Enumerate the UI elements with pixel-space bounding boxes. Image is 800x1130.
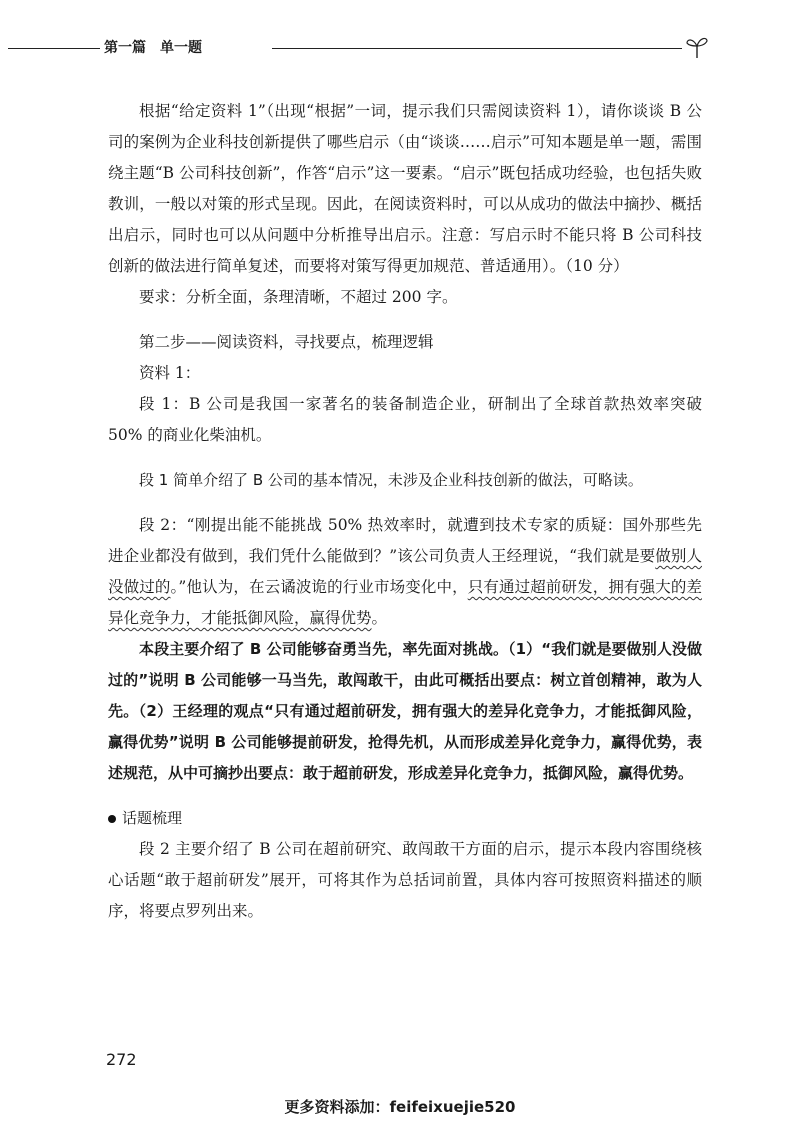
- question-paragraph: 根据“给定资料 1”（出现“根据”一词，提示我们只需阅读资料 1），请你谈谈 B 公司的案例为企业科技创新提供了哪些启示（由“谈谈……启示”可知本题是单一题，需围绕主题“B 公司科技创新”，作答“启示”这一要素。“启示”既包括成功经验，也包括失败教训，一般以对策的形式呈现。因此，在阅读资料时，可以从成功的做法中摘抄、概括出启示，同时也可以从问题中分析推导出启示。注意：写启示时不能只将 B 公司科技创新的做法进行简单复述，而要将对策写得更加规范、普适通用）。（10 分）: [108, 102, 702, 275]
- segment-2: [108, 510, 702, 634]
- segment-1-note: 段 1 简单介绍了 B 公司的基本情况，未涉及企业科技创新的做法，可略读。: [139, 471, 643, 489]
- footer-note: 更多资料添加：feifeixuejie520: [284, 1098, 516, 1116]
- topic-heading: [108, 803, 702, 834]
- requirement-line: 要求：分析全面，条理清晰，不超过 200 字。: [139, 288, 458, 306]
- segment-2-part-c: 。”他认为，在云谲波诡的行业市场变化中，: [170, 578, 468, 596]
- segment-1: 段 1：B 公司是我国一家著名的装备制造企业，研制出了全球首款热效率突破 50% 的商业化柴油机。: [108, 395, 702, 444]
- chapter-title: 第一篇 单一题: [104, 40, 202, 56]
- header-rule-right: [272, 48, 682, 49]
- page-content: [108, 96, 702, 927]
- topic-body: 段 2 主要介绍了 B 公司在超前研究、敢闯敢干方面的启示，提示本段内容围绕核心话题“敢于超前研发”展开，可将其作为总括词前置，具体内容可按照资料描述的顺序，将要点罗列出来。: [108, 840, 702, 920]
- sprout-icon: [684, 34, 710, 64]
- topic-label: 话题梳理: [122, 809, 183, 827]
- material-label: 资料 1：: [139, 364, 201, 382]
- segment-2-part-e: 。: [371, 609, 388, 627]
- segment-2-part-a: 段 2：“刚提出能不能挑战 50% 热效率时，就遭到技术专家的质疑：国外那些先进企业都没有做到，我们凭什么能做到？”该公司负责人王经理说，“我们就是要: [108, 516, 702, 565]
- step-heading: 第二步——阅读资料，寻找要点，梳理逻辑: [139, 333, 434, 351]
- running-header: [0, 34, 800, 62]
- segment-2-analysis: 本段主要介绍了 B 公司能够奋勇当先，率先面对挑战。（1）“我们就是要做别人没做过的”说明 B 公司能够一马当先，敢闯敢干，由此可概括出要点：树立首创精神，敢为人先。（2）王经理的观点“只有通过超前研发，拥有强大的差异化竞争力，才能抵御风险，赢得优势”说明 B 公司能够提前研发，抢得先机，从而形成差异化竞争力，赢得优势，表述规范，从中可摘抄出要点：敢于超前研发，形成差异化竞争力，抵御风险，赢得优势。: [108, 640, 702, 782]
- page-number: 272: [106, 1050, 137, 1069]
- segment-2-underlined-1: 做别人没做过的: [108, 547, 702, 596]
- bullet-icon: [108, 815, 116, 823]
- header-rule-left: [8, 48, 100, 49]
- segment-2-underlined-2: 只有通过超前研发，拥有强大的差异化竞争力，才能抵御风险，赢得优势: [108, 578, 702, 627]
